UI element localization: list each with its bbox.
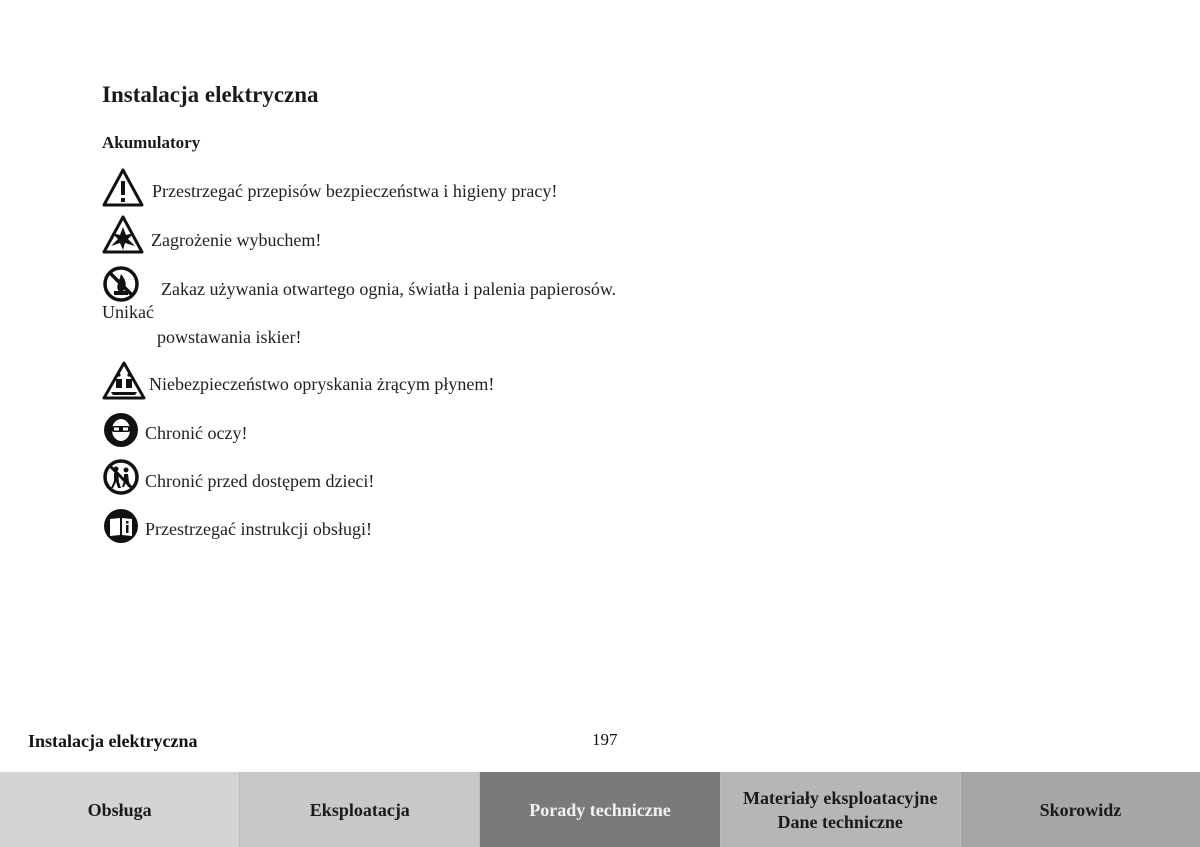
eye-protection-icon xyxy=(102,411,140,449)
tab-label: Eksploatacja xyxy=(309,799,410,820)
tab-label-line2: Dane techniczne xyxy=(777,811,903,832)
tab-porady-techniczne[interactable] xyxy=(480,772,720,847)
tab-skorowidz[interactable] xyxy=(961,772,1200,847)
warning-text: Chronić oczy! xyxy=(145,423,248,443)
tab-label-group xyxy=(743,786,937,834)
warning-text: Przestrzegać przepisów bezpieczeństwa i higieny pracy! xyxy=(152,181,558,201)
keep-away-children-icon xyxy=(102,458,140,496)
warning-triangle-icon xyxy=(102,167,144,209)
warning-text-continued: Unikać xyxy=(102,302,154,322)
footer-section-title: Instalacja elektryczna xyxy=(28,731,198,751)
no-open-flame-icon xyxy=(102,265,140,303)
warning-text: Zakaz używania otwartego ognia, światła i palenia papierosów. xyxy=(161,279,617,299)
tab-obsluga[interactable] xyxy=(0,772,240,847)
warning-text-continued: powstawania iskier! xyxy=(157,327,302,347)
warning-text: Chronić przed dostępem dzieci! xyxy=(145,471,375,491)
corrosive-hazard-icon xyxy=(102,361,146,401)
tab-label: Skorowidz xyxy=(1039,799,1122,820)
read-manual-icon xyxy=(102,507,140,545)
explosion-hazard-icon xyxy=(102,215,144,255)
warning-text: Zagrożenie wybuchem! xyxy=(151,230,322,250)
tab-label: Obsługa xyxy=(87,799,152,820)
warning-text: Niebezpieczeństwo opryskania żrącym płynem! xyxy=(149,374,495,394)
page-number: 197 xyxy=(592,730,618,749)
tab-materialy-dane[interactable] xyxy=(721,772,961,847)
tab-label: Porady techniczne xyxy=(529,799,671,820)
chapter-nav xyxy=(0,772,1200,847)
tab-eksploatacja[interactable] xyxy=(240,772,480,847)
section-title: Akumulatory xyxy=(102,133,201,152)
tab-label-line1: Materiały eksploatacyjne xyxy=(742,787,938,808)
page-title: Instalacja elektryczna xyxy=(102,82,319,107)
warning-text: Przestrzegać instrukcji obsługi! xyxy=(145,519,372,539)
